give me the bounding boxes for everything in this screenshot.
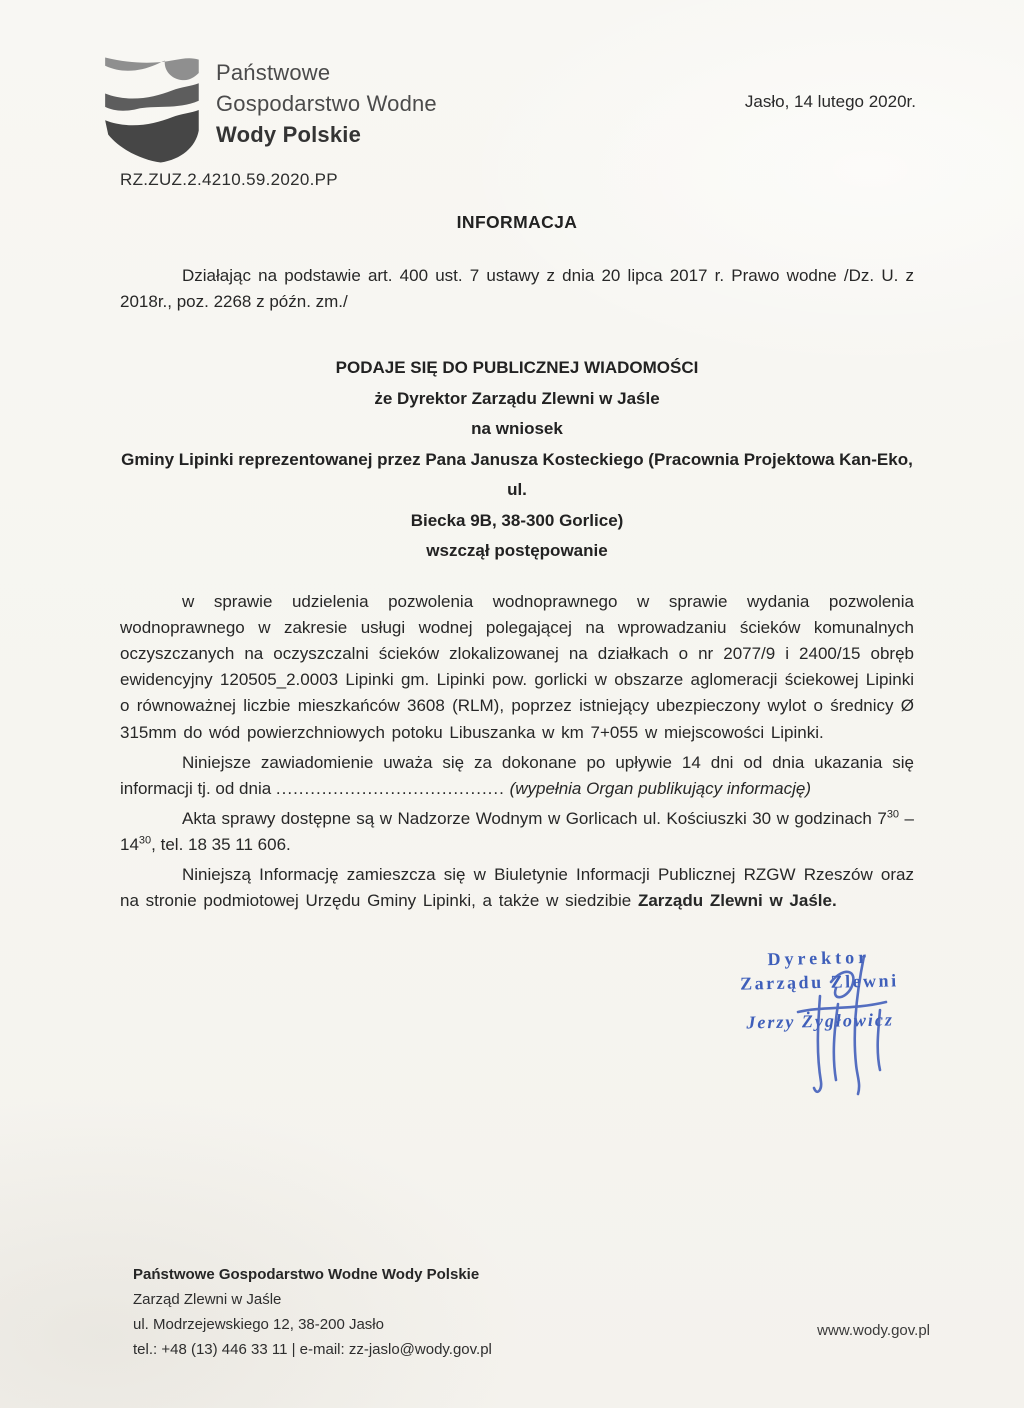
notice-paragraph	[120, 750, 914, 802]
footer-address: ul. Modrzejewskiego 12, 38-200 Jasło	[133, 1316, 384, 1333]
footer-website: www.wody.gov.pl	[817, 1322, 930, 1339]
intro-paragraph: Działając na podstawie art. 400 ust. 7 ustawy z dnia 20 lipca 2017 r. Prawo wodne /Dz. U. z 2018r., poz. 2268 z późn. zm./	[120, 266, 914, 311]
announcement-line-1: PODAJE SIĘ DO PUBLICZNEJ WIADOMOŚCI	[335, 358, 699, 377]
document-title: INFORMACJA	[456, 212, 578, 232]
akta-phone: , tel. 18 35 11 606.	[151, 834, 291, 854]
stamp-role-line-2: Zarządu Zlewni	[739, 970, 899, 994]
logo-line-2: Gospodarstwo Wodne	[216, 91, 437, 116]
announcement-block	[120, 353, 914, 567]
handwritten-signature	[768, 952, 898, 1102]
footer-contact: tel.: +48 (13) 446 33 11 | e-mail: zz-jaslo@wody.gov.pl	[133, 1341, 492, 1358]
logo-wordmark	[216, 57, 437, 150]
footer-unit: Zarząd Zlewni w Jaśle	[133, 1291, 282, 1308]
announcement-line-3: na wniosek	[471, 419, 563, 438]
logo-line-3: Wody Polskie	[216, 122, 362, 147]
final-text: Niniejszą Informację zamieszcza się w Biuletynie Informacji Publicznej RZGW Rzeszów oraz na stronie podmiotowej Urzędu Gminy Lipinki, a także w siedzibie	[120, 864, 914, 910]
main-paragraph: w sprawie udzielenia pozwolenia wodnoprawnego w sprawie wydania pozwolenia wodnoprawnego w zakresie usługi wodnej polegającej na wprowadzaniu ścieków komunalnych oczyszczanych na oczyszczalni ścieków zlokalizowanej na działkach o nr 2077/9 i 2400/15 obręb ewidencyjny 120505_2.0003 Lipinki gm. Lipinki pow. gorlicki w obszarze aglomeracji ściekowej Lipinki o równoważnej liczbie mieszkańców 3608 (RLM), poprzez istniejący ubezpieczony wylot o średnicy Ø 315mm do wód powierzchniowych potoku Libuszanka w km 7+055 w miejscowości Lipinki.	[120, 591, 914, 742]
akta-text: Akta sprawy dostępne są w Nadzorze Wodnym w Gorlicach ul. Kościuszki 30 w godzinach 7	[182, 808, 887, 828]
publication-paragraph	[120, 862, 914, 914]
announcement-line-6: wszczął postępowanie	[426, 541, 608, 560]
hours-superscript-2: 30	[138, 834, 152, 847]
hours-superscript-1: 30	[886, 808, 900, 821]
logo-line-1: Państwowe	[216, 60, 331, 85]
stamp-name: Jerzy Żygłowicz	[746, 1009, 895, 1033]
footer-block	[133, 1262, 492, 1362]
notice-text: Niniejsze zawiadomienie uważa się za dokonane po upływie 14 dni od dnia ukazania się informacji tj. od dnia	[120, 752, 914, 798]
final-bold-text: Zarządu Zlewni w Jaśle.	[637, 890, 837, 910]
stamp-role-line-1: Dyrektor	[767, 946, 871, 970]
akta-dash: – 14	[120, 808, 914, 854]
footer-org-name: Państwowe Gospodarstwo Wodne Wody Polskie	[133, 1266, 480, 1283]
case-files-paragraph	[120, 806, 914, 858]
document-body	[120, 212, 914, 914]
reference-number: RZ.ZUZ.2.4210.59.2020.PP	[120, 170, 338, 189]
announcement-line-2: że Dyrektor Zarządu Zlewni w Jaśle	[374, 388, 660, 408]
notice-italic-note: (wypełnia Organ publikujący informację)	[504, 778, 811, 798]
announcement-line-4: Gminy Lipinki reprezentowanej przez Pana Janusza Kosteckiego (Pracownia Projektowa Kan-Eko, ul.	[121, 449, 913, 499]
fill-in-dotted-line: ........................................	[275, 778, 505, 798]
announcement-line-5: Biecka 9B, 38-300 Gorlice)	[410, 510, 624, 530]
wody-polskie-wave-icon	[100, 48, 208, 172]
document-date: Jasło, 14 lutego 2020r.	[744, 92, 916, 111]
